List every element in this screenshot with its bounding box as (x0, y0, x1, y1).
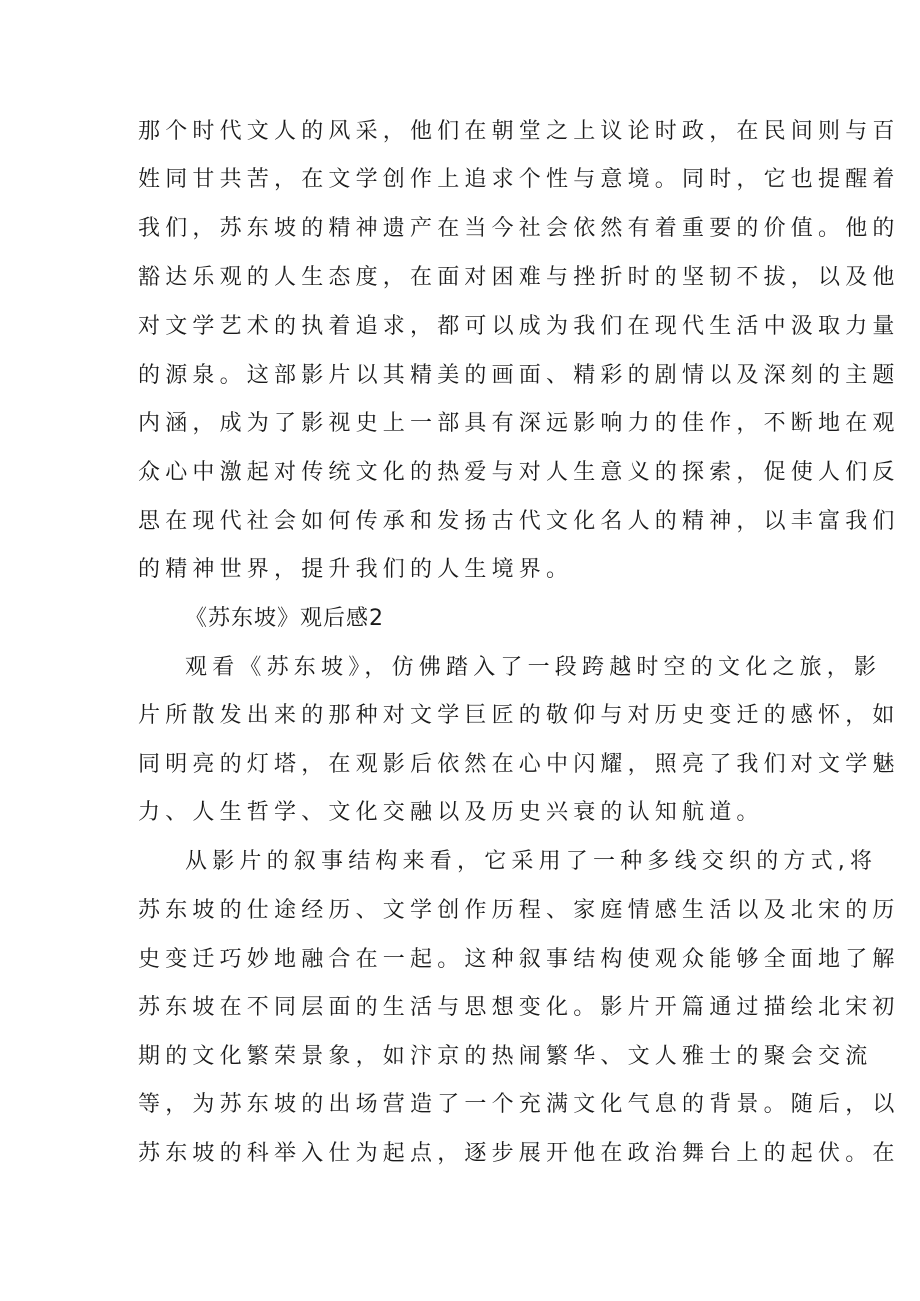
text-line: 思在现代社会如何传承和发扬古代文化名人的精神，以丰富我们 (138, 509, 900, 534)
text-line: 苏东坡的科举入仕为起点，逐步展开他在政治舞台上的起伏。在 (138, 1141, 900, 1166)
section-heading: 《苏东坡》观后感2 (185, 606, 384, 631)
text-line: 同明亮的灯塔，在观影后依然在心中闪耀，照亮了我们对文学魅 (138, 752, 900, 777)
text-line: 对文学艺术的执着追求，都可以成为我们在现代生活中汲取力量 (138, 314, 900, 339)
text-line: 内涵，成为了影视史上一部具有深远影响力的佳作，不断地在观 (138, 411, 900, 436)
text-line: 我们，苏东坡的精神遗产在当今社会依然有着重要的价值。他的 (138, 216, 900, 241)
text-line: 从影片的叙事结构来看，它采用了一种多线交织的方式,将 (185, 849, 878, 874)
text-line: 观看《苏东坡》，仿佛踏入了一段跨越时空的文化之旅，影 (185, 655, 882, 680)
text-line: 的精神世界，提升我们的人生境界。 (138, 557, 574, 582)
text-line: 等，为苏东坡的出场营造了一个充满文化气息的背景。随后，以 (138, 1092, 900, 1117)
text-line: 的源泉。这部影片以其精美的画面、精彩的剧情以及深刻的主题 (138, 363, 900, 388)
text-line: 苏东坡在不同层面的生活与思想变化。影片开篇通过描绘北宋初 (138, 995, 900, 1020)
text-line: 片所散发出来的那种对文学巨匠的敬仰与对历史变迁的感怀，如 (138, 703, 900, 728)
text-line: 姓同甘共苦，在文学创作上追求个性与意境。同时，它也提醒着 (138, 167, 900, 192)
text-line: 众心中激起对传统文化的热爱与对人生意义的探索，促使人们反 (138, 460, 900, 485)
text-line: 力、人生哲学、文化交融以及历史兴衰的认知航道。 (138, 800, 764, 825)
text-line: 苏东坡的仕途经历、文学创作历程、家庭情感生活以及北宋的历 (138, 898, 900, 923)
text-line: 期的文化繁荣景象，如汴京的热闹繁华、文人雅士的聚会交流 (138, 1044, 873, 1069)
text-line: 那个时代文人的风采，他们在朝堂之上议论时政，在民间则与百 (138, 119, 900, 144)
text-line: 豁达乐观的人生态度，在面对困难与挫折时的坚韧不拔，以及他 (138, 265, 900, 290)
text-line: 史变迁巧妙地融合在一起。这种叙事结构使观众能够全面地了解 (138, 947, 900, 972)
